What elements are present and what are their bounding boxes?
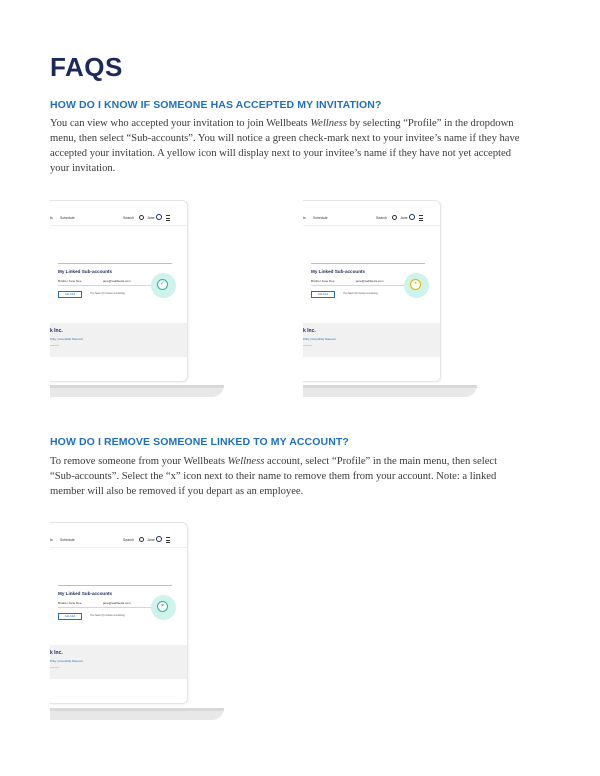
mini-nav-schedule: Schedule xyxy=(313,216,328,220)
faq-question-2: HOW DO I REMOVE SOMEONE LINKED TO MY ACCOUNT? xyxy=(50,436,349,448)
remove-x-icon: × xyxy=(157,601,168,612)
mini-nav-search: Search xyxy=(376,216,388,220)
sub-account-name: Brother Jane Doe xyxy=(58,279,82,283)
footer-rights: reserved xyxy=(303,345,312,347)
footer-rights: reserved xyxy=(50,345,59,347)
menu-icon xyxy=(419,215,423,221)
avatar-icon xyxy=(156,536,162,542)
mini-nav-left: ts xyxy=(50,216,53,220)
footer-links: Policy | Accessibility Statement xyxy=(303,338,336,341)
menu-icon xyxy=(166,537,170,543)
company-name: k Inc. xyxy=(303,328,316,334)
linked-sub-accounts-title: My Linked Sub-accounts xyxy=(58,591,113,596)
sub-account-email: jane@wellbeats.com xyxy=(103,279,131,283)
sub-account-email: jane@wellbeats.com xyxy=(356,279,384,283)
add-adult-button: Add Adult xyxy=(311,291,335,298)
linked-sub-accounts-title: My Linked Sub-accounts xyxy=(58,269,113,274)
search-icon xyxy=(392,215,397,220)
invites-remaining: You have (0) invites remaining xyxy=(90,614,125,617)
footer-links: Policy | Accessibility Statement xyxy=(50,660,83,663)
sub-account-name: Brother Jane Doe xyxy=(58,601,82,605)
mini-nav-left: ts xyxy=(303,216,306,220)
menu-icon xyxy=(166,215,170,221)
faq-answer-1-brand: Wellness xyxy=(310,118,347,129)
section-divider xyxy=(58,585,172,586)
page-title: FAQS xyxy=(50,52,123,82)
faq-answer-1 xyxy=(50,116,520,176)
accepted-check-icon: ✓ xyxy=(157,279,168,290)
faq-answer-1-part-a: You can view who accepted your invitation to join Wellbeats xyxy=(50,118,311,129)
faq-answer-1-part-b: by selecting “Profile” in the dropdown menu, then select “Sub-accounts”. You will notice a green check-mark next to your invitee’s name if they have accepted your invitation. A yellow icon will display next to your invitee’s name if they have not yet accepted your invitation. xyxy=(50,118,520,174)
mini-nav xyxy=(303,212,440,224)
mini-nav-user: Jane xyxy=(400,216,408,220)
section-divider xyxy=(58,263,172,264)
nav-divider xyxy=(50,225,187,226)
mini-nav-schedule: Schedule xyxy=(60,216,75,220)
laptop-base xyxy=(303,385,477,397)
mini-nav-user: Jane xyxy=(147,538,155,542)
mini-nav-search: Search xyxy=(123,538,135,542)
search-icon xyxy=(139,537,144,542)
faq-answer-2 xyxy=(50,454,520,499)
pending-status-icon: • xyxy=(410,279,421,290)
mini-nav xyxy=(50,212,187,224)
sub-accounts-screenshot-remove xyxy=(50,522,188,704)
footer-rights: reserved xyxy=(50,667,59,669)
row-divider xyxy=(58,285,162,286)
search-icon xyxy=(139,215,144,220)
mini-nav-user: Jane xyxy=(147,216,155,220)
mini-nav-schedule: Schedule xyxy=(60,538,75,542)
faq-answer-2-brand: Wellness xyxy=(227,456,265,467)
sub-account-name: Brother Jane Doe xyxy=(311,279,335,283)
faq-answer-2-part-a: To remove someone from your Wellbeats xyxy=(50,456,228,467)
linked-sub-accounts-title: My Linked Sub-accounts xyxy=(311,269,366,274)
company-name: k Inc. xyxy=(50,650,63,656)
section-divider xyxy=(311,263,425,264)
avatar-icon xyxy=(409,214,415,220)
footer-links: Policy | Accessibility Statement xyxy=(50,338,83,341)
mini-nav-search: Search xyxy=(123,216,135,220)
invites-remaining: You have (0) invites remaining xyxy=(90,292,125,295)
row-divider xyxy=(311,285,415,286)
sub-accounts-screenshot-accepted xyxy=(50,200,188,382)
laptop-base xyxy=(50,385,224,397)
nav-divider xyxy=(50,547,187,548)
faq-question-1: HOW DO I KNOW IF SOMEONE HAS ACCEPTED MY INVITATION? xyxy=(50,99,382,111)
add-adult-button: Add Adult xyxy=(58,613,82,620)
sub-accounts-screenshot-pending xyxy=(303,200,441,382)
invites-remaining: You have (0) invites remaining xyxy=(343,292,378,295)
laptop-base xyxy=(50,708,224,720)
mini-nav-left: ts xyxy=(50,538,53,542)
faq-answer-2-part-b: account, select “Profile” in the main menu, then select “Sub-accounts”. Select the “x” icon next to their name to remove them from your account. Note: a linked member will also be removed if you depart as an employee. xyxy=(50,456,498,497)
avatar-icon xyxy=(156,214,162,220)
nav-divider xyxy=(303,225,440,226)
row-divider xyxy=(58,607,162,608)
company-name: k Inc. xyxy=(50,328,63,334)
add-adult-button: Add Adult xyxy=(58,291,82,298)
mini-nav xyxy=(50,534,187,546)
sub-account-email: jane@wellbeats.com xyxy=(103,601,131,605)
